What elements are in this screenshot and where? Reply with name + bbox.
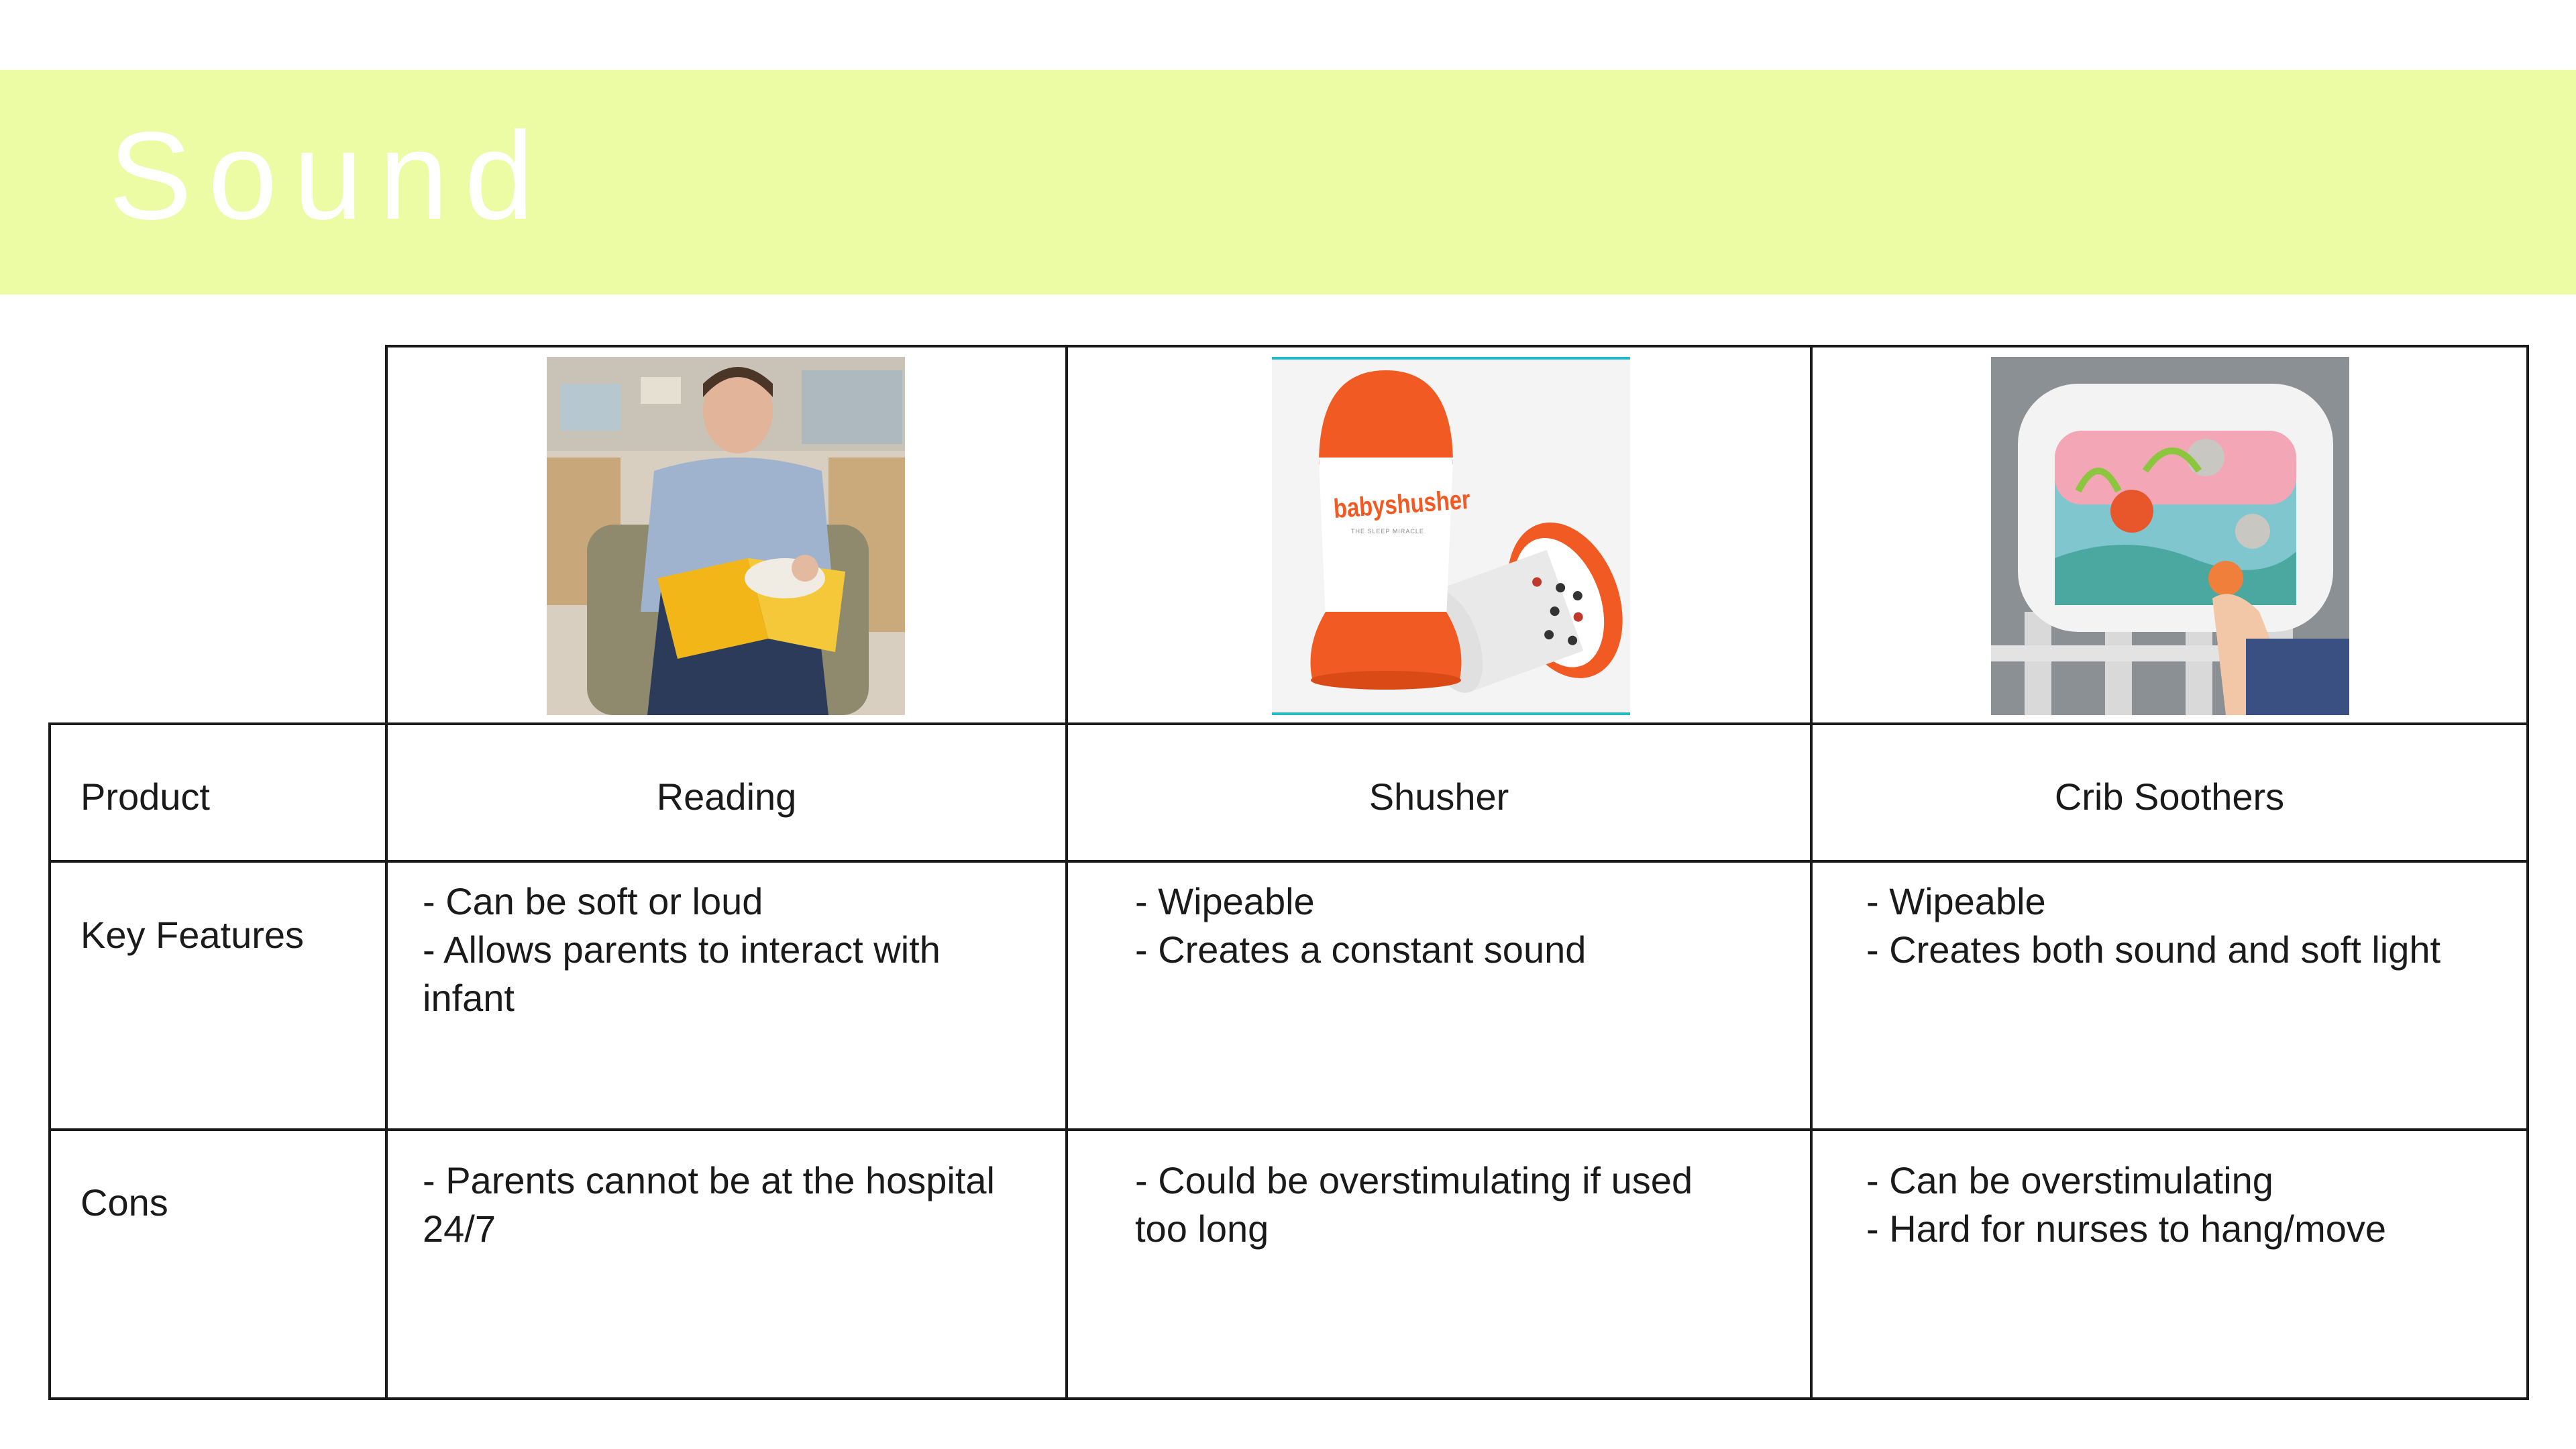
row-label-key-features: Key Features	[80, 914, 305, 956]
table-divider-col1	[385, 345, 388, 1400]
table-border-right	[2526, 345, 2529, 1400]
slide-title: Sound	[109, 107, 550, 246]
table-divider-col3	[1810, 345, 1813, 1400]
crib-soother-device-photo	[1991, 357, 2349, 715]
product-name-reading: Reading	[656, 775, 797, 818]
table-divider-header	[48, 722, 2529, 725]
product-name-crib-soothers: Crib Soothers	[2054, 775, 2285, 818]
key-features-reading: - Can be soft or loud - Allows parents to interact with infant	[423, 880, 941, 1019]
shusher-tagline-text: THE SLEEP MIRACLE	[1351, 528, 1424, 535]
father-reading-to-infant-photo	[547, 357, 905, 715]
key-features-shusher: - Wipeable - Creates a constant sound	[1135, 880, 1587, 971]
table-divider-product	[48, 860, 2529, 863]
cons-shusher: - Could be overstimulating if used too long	[1135, 1159, 1693, 1250]
cons-crib-soothers: - Can be overstimulating - Hard for nurses to hang/move	[1866, 1159, 2387, 1250]
table-border-bottom	[48, 1397, 2529, 1400]
shusher-brand-text: babyshusher	[1332, 484, 1472, 524]
row-label-product: Product	[80, 775, 210, 818]
table-border-top	[385, 345, 2529, 347]
table-border-left	[48, 722, 51, 1400]
table-divider-col2	[1065, 345, 1068, 1400]
row-label-cons: Cons	[80, 1181, 168, 1224]
cons-reading: - Parents cannot be at the hospital 24/7	[423, 1159, 995, 1250]
key-features-crib-soothers: - Wipeable - Creates both sound and soft light	[1866, 880, 2441, 971]
table-divider-features	[48, 1128, 2529, 1131]
baby-shusher-device-photo	[1272, 357, 1630, 715]
product-name-shusher: Shusher	[1368, 775, 1509, 818]
